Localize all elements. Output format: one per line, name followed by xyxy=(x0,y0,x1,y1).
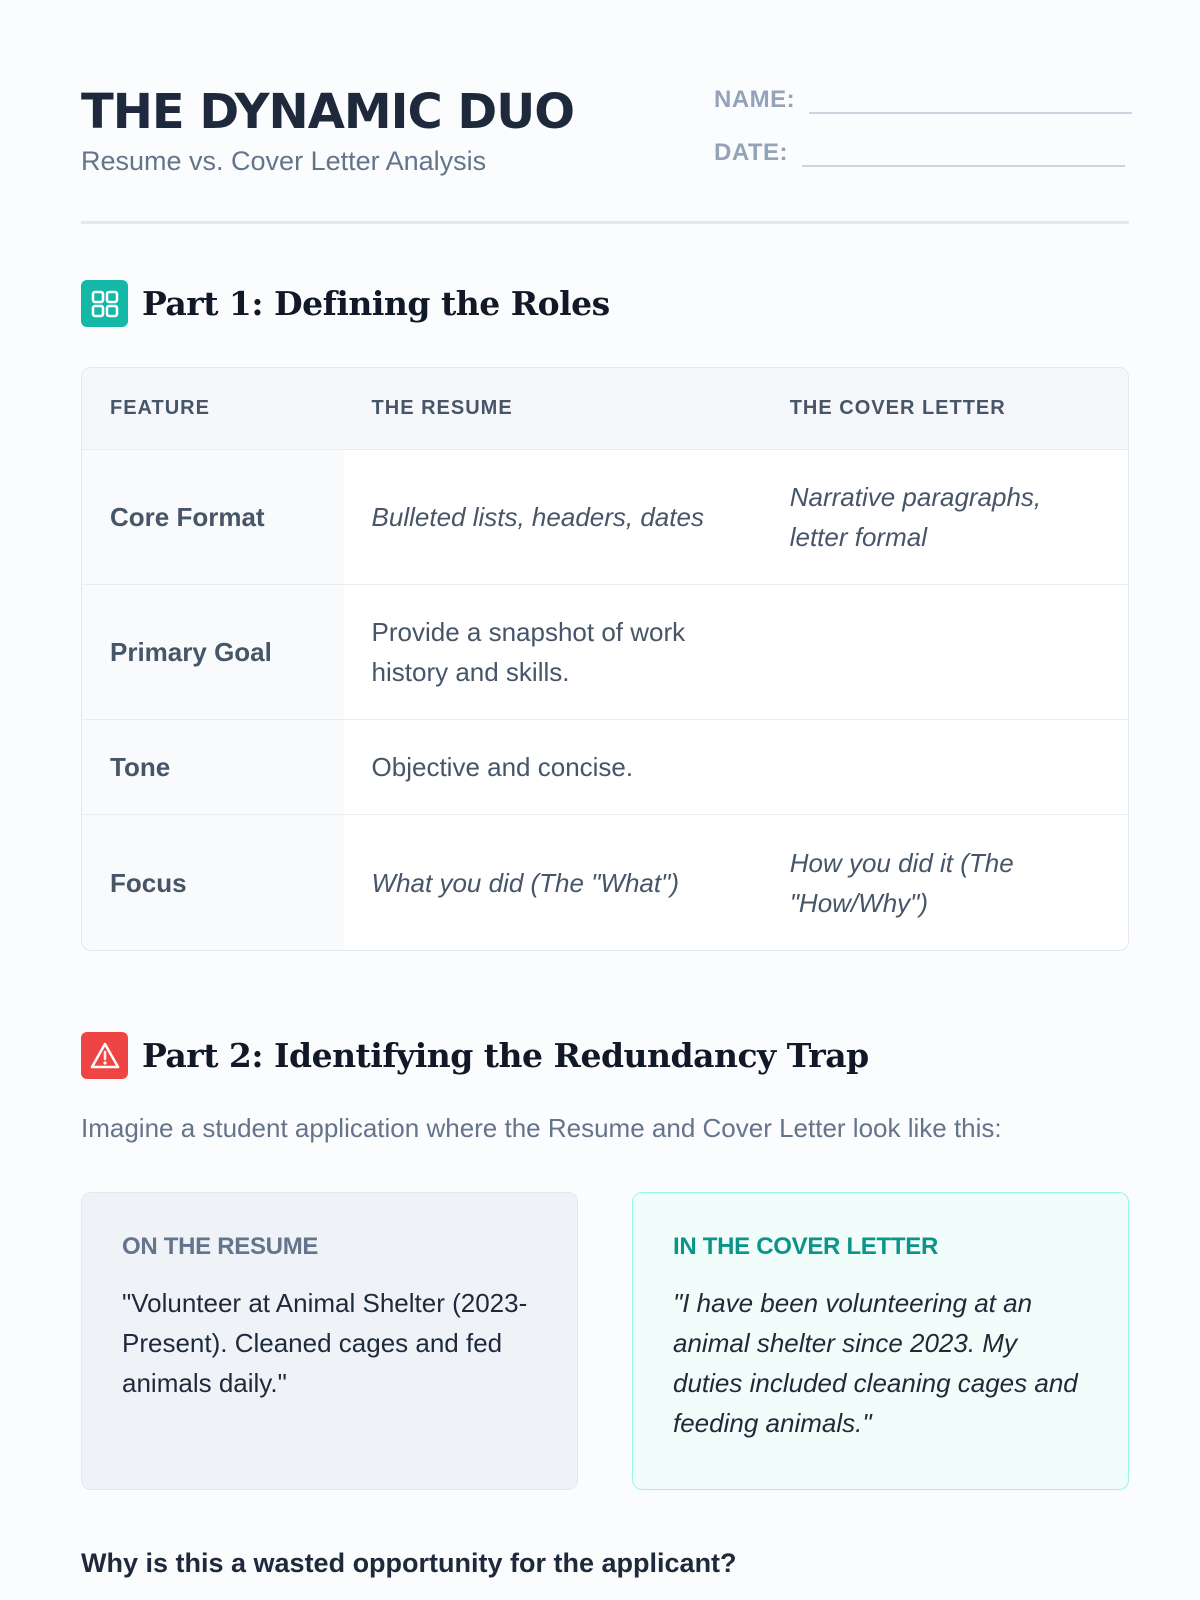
row-resume-value: Objective and concise. xyxy=(371,752,634,782)
table-row xyxy=(82,450,1128,585)
column-header-resume: THE RESUME xyxy=(371,397,513,419)
table-header-row xyxy=(82,368,1128,450)
table-row xyxy=(82,815,1128,950)
date-field-row xyxy=(714,139,1125,167)
resume-example-card xyxy=(81,1192,578,1490)
table-row xyxy=(82,585,1128,720)
part2-intro: Imagine a student application where the Resume and Cover Letter look like this: xyxy=(81,1113,1002,1143)
worksheet-page xyxy=(81,0,1129,1578)
part1-title: Part 1: Defining the Roles xyxy=(142,284,610,323)
row-resume-value: Provide a snapshot of work history and skills. xyxy=(371,617,686,687)
row-resume-value: What you did (The "What") xyxy=(371,867,679,898)
date-label: DATE: xyxy=(714,139,789,166)
row-feature: Tone xyxy=(82,720,344,814)
worksheet-header xyxy=(81,0,1129,224)
part2-heading xyxy=(81,1032,869,1079)
roles-table xyxy=(81,367,1129,951)
row-cover-answer[interactable] xyxy=(762,720,1128,814)
column-header-feature: FEATURE xyxy=(110,397,210,419)
reflection-question: Why is this a wasted opportunity for the applicant? xyxy=(81,1548,737,1578)
name-field[interactable] xyxy=(809,94,1132,114)
column-header-cover-letter: THE COVER LETTER xyxy=(789,397,1006,419)
resume-card-label: ON THE RESUME xyxy=(122,1233,319,1260)
row-feature: Primary Goal xyxy=(82,585,344,719)
letter-card-text: "I have been volunteering at an animal shelter since 2023. My duties included cleaning cages and feeding animals." xyxy=(673,1288,1078,1438)
letter-card-label: IN THE COVER LETTER xyxy=(673,1233,938,1260)
date-field[interactable] xyxy=(802,147,1125,167)
part2-title: Part 2: Identifying the Redundancy Trap xyxy=(142,1036,869,1075)
page-subtitle: Resume vs. Cover Letter Analysis xyxy=(81,146,487,176)
row-cover-value: Narrative paragraphs, letter formal xyxy=(789,482,1042,552)
row-cover-value: How you did it (The "How/Why") xyxy=(789,847,1014,918)
page-title: THE DYNAMIC DUO xyxy=(81,84,575,140)
grid-icon xyxy=(81,280,128,327)
row-feature: Core Format xyxy=(82,450,344,584)
table-row xyxy=(82,720,1128,815)
row-resume-value: Bulleted lists, headers, dates xyxy=(371,502,704,532)
part1-heading xyxy=(81,280,610,327)
warning-icon xyxy=(81,1032,128,1079)
name-label: NAME: xyxy=(714,86,796,113)
resume-card-text: "Volunteer at Animal Shelter (2023-Present). Cleaned cages and fed animals daily." xyxy=(122,1288,528,1398)
name-field-row xyxy=(714,86,1132,114)
row-feature: Focus xyxy=(82,815,344,950)
cover-letter-example-card xyxy=(632,1192,1129,1490)
row-cover-answer[interactable] xyxy=(762,585,1128,719)
